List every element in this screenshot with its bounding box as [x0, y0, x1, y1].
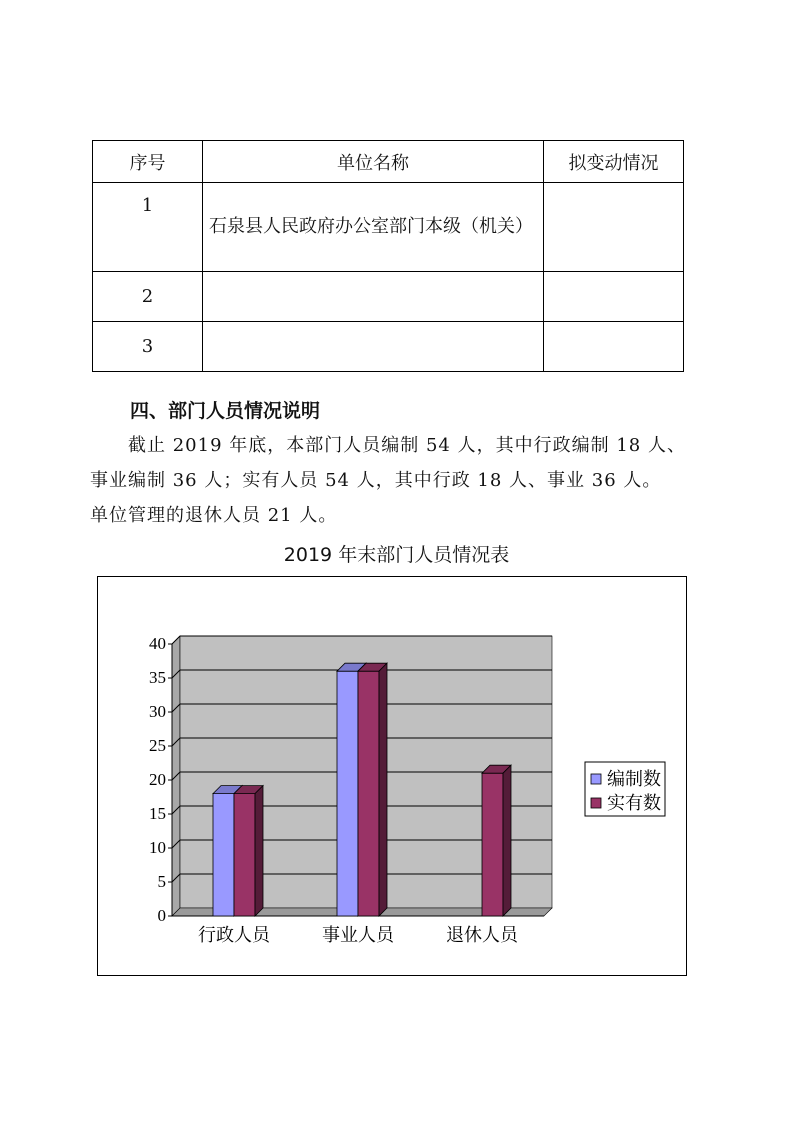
- y-tick-label: 30: [149, 702, 166, 721]
- x-category-label: 事业人员: [322, 925, 394, 945]
- bar-front: [234, 794, 255, 916]
- row-unit-name: [203, 272, 544, 322]
- x-category-label: 行政人员: [198, 925, 270, 945]
- y-tick-label: 40: [149, 634, 166, 653]
- row-change: [544, 183, 684, 272]
- table-row: [93, 272, 684, 322]
- y-tick-label: 35: [149, 668, 166, 687]
- row-serial: 2: [93, 272, 203, 322]
- row-change: [544, 272, 684, 322]
- y-tick-label: 5: [157, 872, 166, 891]
- y-tick-label: 0: [157, 906, 166, 925]
- x-category-label: 退休人员: [446, 925, 518, 945]
- header-change: 拟变动情况: [544, 141, 684, 183]
- y-tick-label: 10: [149, 838, 166, 857]
- row-unit-name: 石泉县人民政府办公室部门本级（机关）: [203, 183, 544, 272]
- legend-swatch: [591, 798, 601, 808]
- legend-swatch: [591, 774, 601, 784]
- row-change: [544, 322, 684, 372]
- row-serial: 1: [93, 183, 203, 272]
- y-tick-label: 20: [149, 770, 166, 789]
- row-unit-name: [203, 322, 544, 372]
- table-header-row: [93, 141, 684, 183]
- bar-front: [358, 671, 379, 916]
- staff-bar-chart: [97, 576, 687, 976]
- section-title: 四、部门人员情况说明: [130, 400, 321, 422]
- bar-front: [482, 773, 503, 916]
- bar-side: [255, 786, 263, 916]
- y-tick-label: 15: [149, 804, 166, 823]
- bar-front: [337, 671, 358, 916]
- table-row: [93, 322, 684, 372]
- header-serial: 序号: [93, 141, 203, 183]
- y-tick-label: 25: [149, 736, 166, 755]
- bar-side: [503, 765, 511, 916]
- table-row: [93, 183, 684, 272]
- units-table: [92, 140, 684, 372]
- row-serial: 3: [93, 322, 203, 372]
- bar-side: [379, 663, 387, 916]
- chart-title: 2019 年末部门人员情况表: [283, 544, 510, 566]
- description-line: 单位管理的退休人员 21 人。: [90, 505, 338, 526]
- legend-label: 实有数: [607, 793, 661, 813]
- description-line: 事业编制 36 人；实有人员 54 人，其中行政 18 人、事业 36 人。: [90, 470, 662, 491]
- staff-description: [90, 428, 710, 533]
- legend-label: 编制数: [607, 769, 661, 789]
- header-unit-name: 单位名称: [203, 141, 544, 183]
- description-line: 截止 2019 年底，本部门人员编制 54 人，其中行政编制 18 人、: [128, 435, 686, 456]
- bar-front: [213, 794, 234, 916]
